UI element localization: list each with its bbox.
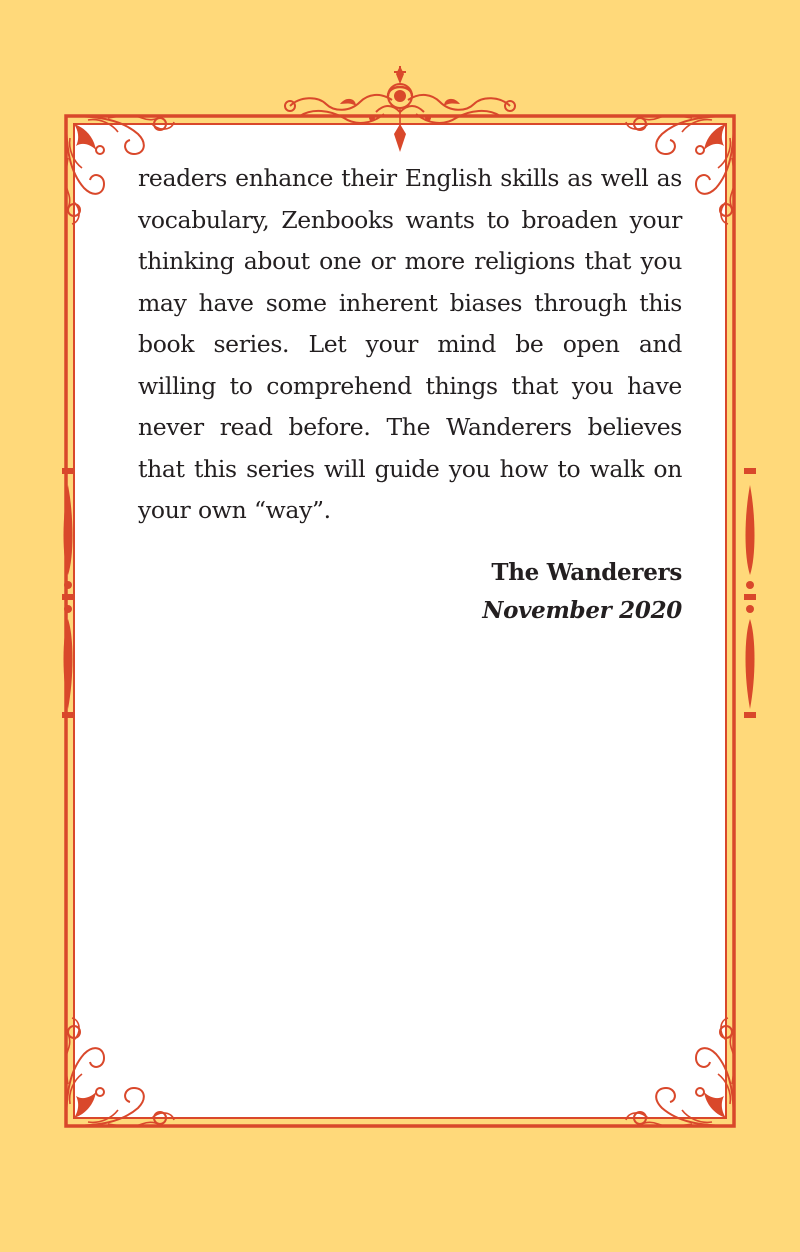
body-paragraph: readers enhance their English skills as well as vocabulary, Zenbooks wants to broaden your thinking about one or more religions that you may have some inherent biases through this book series. Let your mind be open and willing to comprehend things that you have never read before. The Wanderers believes that this series will guide you how to walk on your own “way”. bbox=[138, 164, 682, 524]
body-text bbox=[138, 158, 682, 532]
signature-date: November 2020 bbox=[482, 596, 682, 624]
right-spindle-column-icon bbox=[744, 468, 756, 718]
signature-block bbox=[138, 554, 682, 630]
text-area bbox=[138, 158, 682, 630]
signature-author: The Wanderers bbox=[491, 558, 682, 586]
left-spindle-column-icon bbox=[62, 468, 74, 718]
